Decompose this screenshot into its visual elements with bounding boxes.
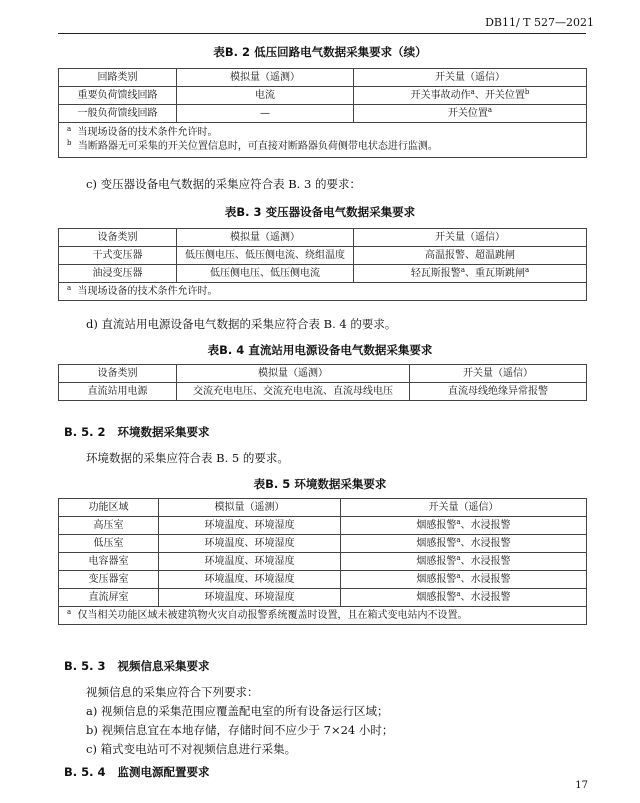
table-cell: 烟感报警$^a$、水浸报警 (341, 517, 587, 535)
column-header: 功能区域 (59, 499, 159, 517)
table-row (59, 87, 587, 105)
section-heading-b52: B. 5. 2 环境数据采集要求 (64, 425, 210, 439)
column-header: 开关量（遥信） (341, 499, 587, 517)
table-cell: — (177, 105, 354, 123)
table-notes (59, 283, 587, 301)
footnote-ref: a (456, 518, 461, 526)
table-cell: 环境温度、环境湿度 (159, 571, 341, 589)
column-header: 设备类别 (59, 229, 177, 247)
table-cell: 直流母线绝缘异常报警 (410, 383, 587, 401)
column-header: 设备类别 (59, 365, 177, 383)
table-cell: 低压室 (59, 535, 159, 553)
column-header: 模拟量（遥测） (177, 365, 410, 383)
column-header: 模拟量（遥测） (177, 229, 354, 247)
table-cell: 高温报警、超温跳闸 (354, 247, 587, 265)
table-header-row (59, 499, 587, 517)
table-cell: 高压室 (59, 517, 159, 535)
list-item: b) 视频信息宜在本地存储，存储时间不应少于 7×24 小时； (86, 723, 394, 737)
table-cell: 变压器室 (59, 571, 159, 589)
footnote-ref: a (456, 590, 461, 598)
table-b2-caption: 表B. 2 低压回路电气数据采集要求（续） (213, 45, 427, 59)
table-cell: 一般负荷馈线回路 (59, 105, 177, 123)
section-heading-b54: B. 5. 4 监测电源配置要求 (64, 765, 210, 779)
table-row (59, 589, 587, 607)
table-cell: 重要负荷馈线回路 (59, 87, 177, 105)
table-cell: 电容器室 (59, 553, 159, 571)
table-b3 (58, 228, 587, 301)
table-note: $^a$ 仅当相关功能区域未被建筑物火灾自动报警系统覆盖时设置，且在箱式变电站内不设置。 (67, 608, 468, 621)
column-header: 开关量（遥信） (354, 229, 587, 247)
footnote-ref: a (460, 266, 465, 274)
paragraph-b52: 环境数据的采集应符合表 B. 5 的要求。 (86, 451, 289, 465)
table-cell: 环境温度、环境湿度 (159, 535, 341, 553)
column-header: 模拟量（遥测） (159, 499, 341, 517)
table-cell: 交流充电电压、交流充电电流、直流母线电压 (177, 383, 410, 401)
table-row (59, 383, 587, 401)
table-notes-row (59, 283, 587, 301)
table-header-row (59, 365, 587, 383)
table-cell: 烟感报警$^a$、水浸报警 (341, 553, 587, 571)
table-cell: 烟感报警$^a$、水浸报警 (341, 589, 587, 607)
table-note: $^a$ 当现场设备的技术条件允许时。 (67, 284, 218, 297)
table-cell: 电流 (177, 87, 354, 105)
table-header-row (59, 69, 587, 87)
footnote-ref: a (456, 554, 461, 562)
table-notes-row (59, 123, 587, 158)
paragraph-d: d) 直流站用电源设备电气数据的采集应符合表 B. 4 的要求。 (86, 317, 397, 331)
table-note: $^a$ 当现场设备的技术条件允许时。 (67, 125, 218, 138)
table-b5-caption: 表B. 5 环境数据采集要求 (253, 477, 387, 491)
footnote-ref: b (524, 88, 530, 96)
table-b2 (58, 68, 587, 158)
table-cell: 开关事故动作$^a$、开关位置$^b$ (354, 87, 587, 105)
header-divider (58, 33, 586, 34)
footnote-ref: a (525, 266, 530, 274)
page-number: 17 (575, 780, 588, 791)
table-note: $^b$ 当断路器无可采集的开关位置信息时，可直接对断路器负荷侧带电状态进行监测。 (67, 139, 438, 152)
table-row (59, 105, 587, 123)
column-header: 模拟量（遥测） (177, 69, 354, 87)
table-b5 (58, 498, 587, 625)
table-row (59, 571, 587, 589)
column-header: 开关量（遥信） (354, 69, 587, 87)
table-cell: 环境温度、环境湿度 (159, 589, 341, 607)
footnote-ref: a (456, 536, 461, 544)
table-row (59, 535, 587, 553)
list-item: a) 视频信息的采集范围应覆盖配电室的所有设备运行区域； (86, 704, 389, 718)
table-cell: 油浸变压器 (59, 265, 177, 283)
table-b4-caption: 表B. 4 直流站用电源设备电气数据采集要求 (207, 343, 433, 357)
column-header: 回路类别 (59, 69, 177, 87)
table-cell: 低压侧电压、低压侧电流 (177, 265, 354, 283)
table-cell: 轻瓦斯报警$^a$、重瓦斯跳闸$^a$ (354, 265, 587, 283)
table-notes (59, 607, 587, 625)
table-b3-caption: 表B. 3 变压器设备电气数据采集要求 (224, 205, 416, 219)
table-row (59, 247, 587, 265)
table-cell: 烟感报警$^a$、水浸报警 (341, 535, 587, 553)
table-cell: 直流屏室 (59, 589, 159, 607)
table-header-row (59, 229, 587, 247)
column-header: 开关量（遥信） (410, 365, 587, 383)
paragraph-b53-intro: 视频信息的采集应符合下列要求： (86, 685, 259, 699)
table-cell: 环境温度、环境湿度 (159, 517, 341, 535)
paragraph-c: c) 变压器设备电气数据的采集应符合表 B. 3 的要求： (86, 177, 361, 191)
table-cell: 直流站用电源 (59, 383, 177, 401)
table-cell: 环境温度、环境湿度 (159, 553, 341, 571)
footnote-ref: a (470, 88, 475, 96)
table-notes (59, 123, 587, 158)
section-heading-b53: B. 5. 3 视频信息采集要求 (64, 659, 210, 673)
table-b4 (58, 364, 587, 401)
table-cell: 干式变压器 (59, 247, 177, 265)
table-notes-row (59, 607, 587, 625)
standard-number: DB11/ T 527—2021 (485, 16, 594, 29)
list-item: c) 箱式变电站可不对视频信息进行采集。 (86, 742, 297, 756)
footnote-ref: a (487, 106, 493, 114)
table-cell: 低压侧电压、低压侧电流、绕组温度 (177, 247, 354, 265)
footnote-ref: a (456, 572, 461, 580)
table-cell: 开关位置$^a$ (354, 105, 587, 123)
table-row (59, 265, 587, 283)
table-cell: 烟感报警$^a$、水浸报警 (341, 571, 587, 589)
table-row (59, 553, 587, 571)
table-row (59, 517, 587, 535)
